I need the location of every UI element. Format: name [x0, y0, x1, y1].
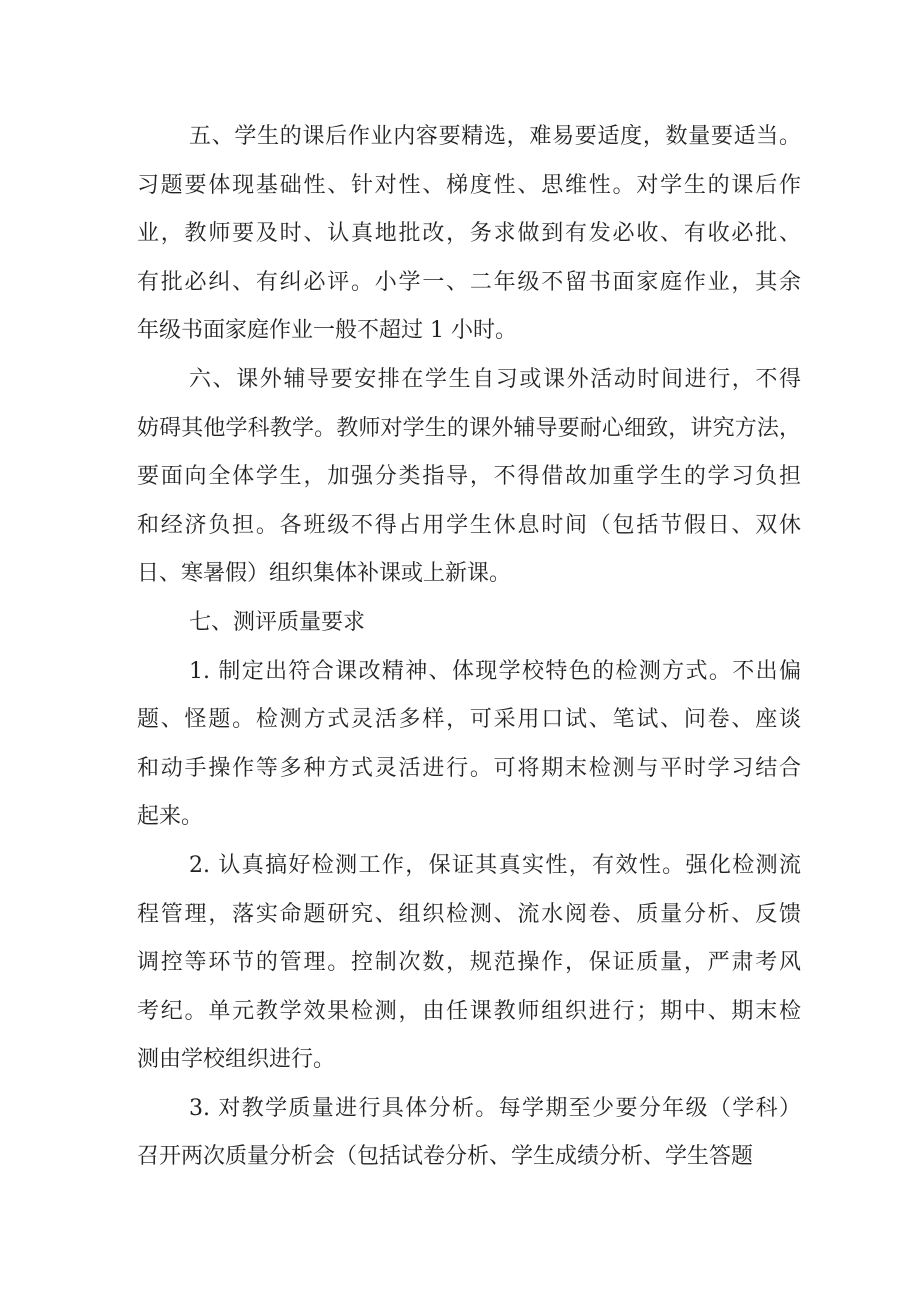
text-line: 题、怪题。检测方式灵活多样，可采用口试、笔试、问卷、座谈	[137, 707, 801, 733]
text-line: 六、课外辅导要安排在学生自习或课外活动时间进行，不得	[189, 366, 801, 392]
text-line: 召开两次质量分析会（包括试卷分析、学生成绩分析、学生答题	[137, 1144, 754, 1170]
paragraph	[137, 842, 801, 1085]
document-body	[137, 113, 801, 1182]
text-line: 业，教师要及时、认真地批改，务求做到有发必收、有收必批、	[137, 221, 801, 247]
text-line: 有批必纠、有纠必评。小学一、二年级不留书面家庭作业，其余	[137, 269, 801, 295]
text-line: 3. 对教学质量进行具体分析。每学期至少要分年级（学科）	[189, 1095, 801, 1121]
paragraph	[137, 648, 801, 842]
text-line: 日、寒暑假）组织集体补课或上新课。	[137, 561, 512, 587]
text-line: 起来。	[137, 804, 204, 830]
text-line: 和经济负担。各班级不得占用学生休息时间（包括节假日、双休	[137, 512, 801, 538]
text-line: 妨碍其他学科教学。教师对学生的课外辅导要耐心细致，讲究方法，	[137, 415, 801, 441]
text-line: 1. 制定出符合课改精神、体现学校特色的检测方式。不出偏	[189, 658, 801, 684]
text-line: 七、测评质量要求	[189, 609, 366, 635]
text-line: 习题要体现基础性、针对性、梯度性、思维性。对学生的课后作	[137, 172, 801, 198]
paragraph	[137, 599, 801, 648]
text-line: 调控等环节的管理。控制次数，规范操作，保证质量，严肃考风	[137, 950, 801, 976]
paragraph	[137, 1085, 801, 1182]
text-line: 和动手操作等多种方式灵活进行。可将期末检测与平时学习结合	[137, 755, 801, 781]
text-line: 程管理，落实命题研究、组织检测、流水阅卷、质量分析、反馈	[137, 901, 801, 927]
text-line: 测由学校组织进行。	[137, 1047, 336, 1073]
paragraph	[137, 356, 801, 599]
paragraph	[137, 113, 801, 356]
text-line: 年级书面家庭作业一般不超过 1 小时。	[137, 318, 517, 344]
text-line: 2. 认真搞好检测工作，保证其真实性，有效性。强化检测流	[189, 852, 801, 878]
text-line: 五、学生的课后作业内容要精选，难易要适度，数量要适当。	[189, 124, 801, 149]
text-line: 要面向全体学生，加强分类指导，不得借故加重学生的学习负担	[137, 464, 801, 490]
text-line: 考纪。单元教学效果检测，由任课教师组织进行；期中、期末检	[137, 998, 801, 1024]
